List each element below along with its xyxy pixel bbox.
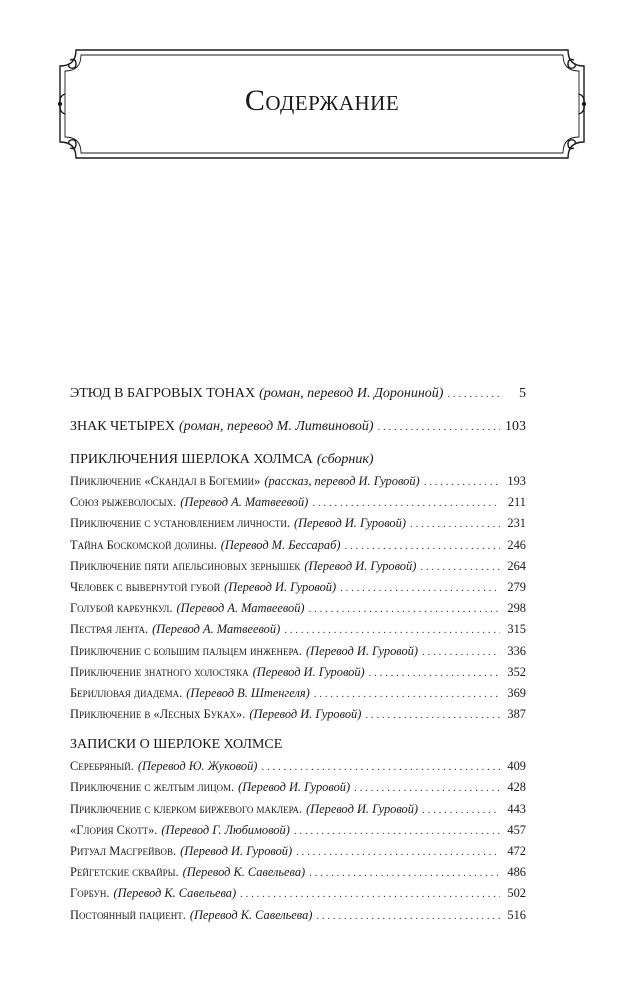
toc-entry-page: 193 [507,474,526,488]
toc-entry-page: 502 [507,886,526,901]
dot-leader [261,757,500,778]
toc-entry-note: (Перевод А. Матвеевой) [180,495,309,510]
toc-entry-page: 428 [507,780,526,795]
toc-entry [70,704,526,725]
page-title: Содержание [244,84,400,117]
dot-leader [312,493,500,514]
toc-entry-page: 516 [507,907,526,922]
toc-entry [70,641,526,662]
toc-entry-page: 298 [507,601,526,616]
toc-entry [70,577,526,598]
dot-leader [294,821,500,842]
toc-entry-page: 336 [507,643,526,658]
dot-leader [369,663,500,684]
toc-entry-title: Приключение с большим пальцем инженера. [70,643,302,658]
dot-leader [354,778,500,799]
toc-entry-page: 211 [507,495,526,510]
toc-entry [70,862,526,883]
toc-entry-page: 5 [519,386,526,401]
toc-section-title: ЗАПИСКИ О ШЕРЛОКЕ ХОЛМСЕ [70,737,283,753]
toc-section-heading [70,734,526,756]
dot-leader [309,599,500,620]
toc-entry-title: Человек с вывернутой губой [70,579,221,594]
toc-entry-title: Голубой карбункул. [70,601,173,616]
toc-entry-note: (роман, перевод И. Дорониной) [259,386,444,401]
toc-entry-page: 443 [507,801,526,816]
toc-entry [70,556,526,577]
toc-entry-note: (Перевод И. Гуровой) [249,707,362,722]
toc-entry [70,383,526,405]
toc-entry-title: Приключение знатного холостяка [70,664,249,679]
toc-entry-note: (Перевод К. Савельева) [182,865,306,880]
toc-entry-note: (Перевод И. Гуровой) [224,579,337,594]
toc-entry-title: Постоянный пациент. [70,907,186,922]
toc-entry-page: 409 [507,759,526,774]
toc-entry-page: 486 [507,865,526,880]
toc-entry [70,905,526,926]
dot-leader [410,514,500,535]
toc-entry-title: Приключение с клерком биржевого маклера. [70,801,303,816]
toc-entry-title: Союз рыжеволосых. [70,495,177,510]
dot-leader [240,884,500,905]
toc-entry-title: Пестрая лента. [70,622,149,637]
toc-entry-note: (Перевод А. Матвеевой) [152,622,281,637]
toc-entry-note: (Перевод К. Савельева) [113,886,237,901]
toc-entry-note: (Перевод А. Матвеевой) [176,601,305,616]
toc-entry-note: (Перевод И. Гуровой) [306,801,419,816]
toc-entry [70,777,526,798]
toc-entry-note: (сборник) [316,452,374,467]
toc-entry-title: Горбун. [70,886,110,901]
toc-entry [70,416,526,438]
toc-entry-title: Рейгетские сквайры. [70,865,179,880]
toc-entry-note: (Перевод И. Гуровой) [304,558,417,573]
toc-entry-note: (рассказ, перевод И. Гуровой) [264,474,420,488]
toc-entry-title: Приключение с желтым лицом. [70,780,235,795]
dot-leader [340,578,500,599]
toc-entry-title: Приключение пяти апельсиновых зернышек [70,558,301,573]
toc-entry [70,799,526,820]
toc-entry-title: Тайна Боскомской долины. [70,537,217,552]
dot-leader [309,863,500,884]
toc-section-heading [70,449,526,471]
dot-leader [296,842,500,863]
toc-entry-note: (Перевод В. Штенгеля) [186,685,310,700]
dot-leader [344,536,500,557]
toc-entry-note: (Перевод Ю. Жуковой) [137,759,258,774]
table-of-contents [70,383,526,926]
toc-entry-note: (Перевод И. Гуровой) [238,780,351,795]
toc-entry-title: Приключение с установлением личности. [70,516,290,531]
toc-entry-page: 231 [507,516,526,531]
toc-entry [70,513,526,534]
toc-entry-title: ЗНАК ЧЕТЫРЕХ [70,419,175,434]
dot-leader [447,383,500,405]
toc-entry [70,598,526,619]
toc-section-title: ПРИКЛЮЧЕНИЯ ШЕРЛОКА ХОЛМСА [70,452,313,467]
toc-entry [70,471,526,492]
toc-entry-title: «Глория Скотт». [70,822,158,837]
dot-leader [424,472,500,493]
toc-entry [70,535,526,556]
dot-leader [284,620,500,641]
toc-entry-page: 315 [507,622,526,637]
toc-entry-page: 387 [507,707,526,722]
dot-leader [316,906,500,927]
dot-leader [422,800,500,821]
toc-entry-title: Ритуал Масгрейвов. [70,844,177,858]
toc-entry [70,756,526,777]
toc-entry-note: (Перевод И. Гуровой) [180,844,293,858]
toc-entry-page: 352 [507,664,526,679]
toc-entry-title: Серебряный. [70,759,134,774]
dot-leader [420,557,500,578]
toc-entry-page: 246 [507,537,526,552]
toc-entry-note: (Перевод К. Савельева) [189,907,313,922]
toc-entry-note: (Перевод И. Гуровой) [252,664,365,679]
toc-entry [70,883,526,904]
toc-entry-title: Приключение «Скандал в Богемии» [70,474,261,488]
toc-entry-note: (Перевод М. Бессараб) [220,537,341,552]
toc-entry [70,492,526,513]
toc-entry-title: Приключение в «Лесных Буках». [70,707,246,722]
dot-leader [422,642,500,663]
toc-entry-note: (Перевод И. Гуровой) [306,643,418,658]
toc-entry [70,662,526,683]
toc-entry-page: 369 [507,685,526,700]
toc-entry [70,820,526,841]
toc-entry [70,683,526,704]
toc-entry-note: (Перевод И. Гуровой) [293,516,406,531]
toc-entry-note: (Перевод Г. Любимовой) [161,822,290,837]
toc-entry-page: 279 [507,579,526,594]
dot-leader [314,684,500,705]
toc-entry-page: 264 [507,558,526,573]
toc-entry-page: 457 [507,822,526,837]
toc-entry-note: (роман, перевод М. Литвиновой) [178,419,374,434]
toc-entry-page: 103 [505,419,526,434]
toc-entry [70,841,526,862]
dot-leader [378,416,501,438]
toc-entry-title: ЭТЮД В БАГРОВЫХ ТОНАХ [70,386,256,401]
toc-entry [70,619,526,640]
header-frame [58,48,586,160]
toc-entry-title: Берилловая диадема. [70,685,183,700]
dot-leader [365,705,500,726]
toc-entry-page: 472 [507,844,526,858]
